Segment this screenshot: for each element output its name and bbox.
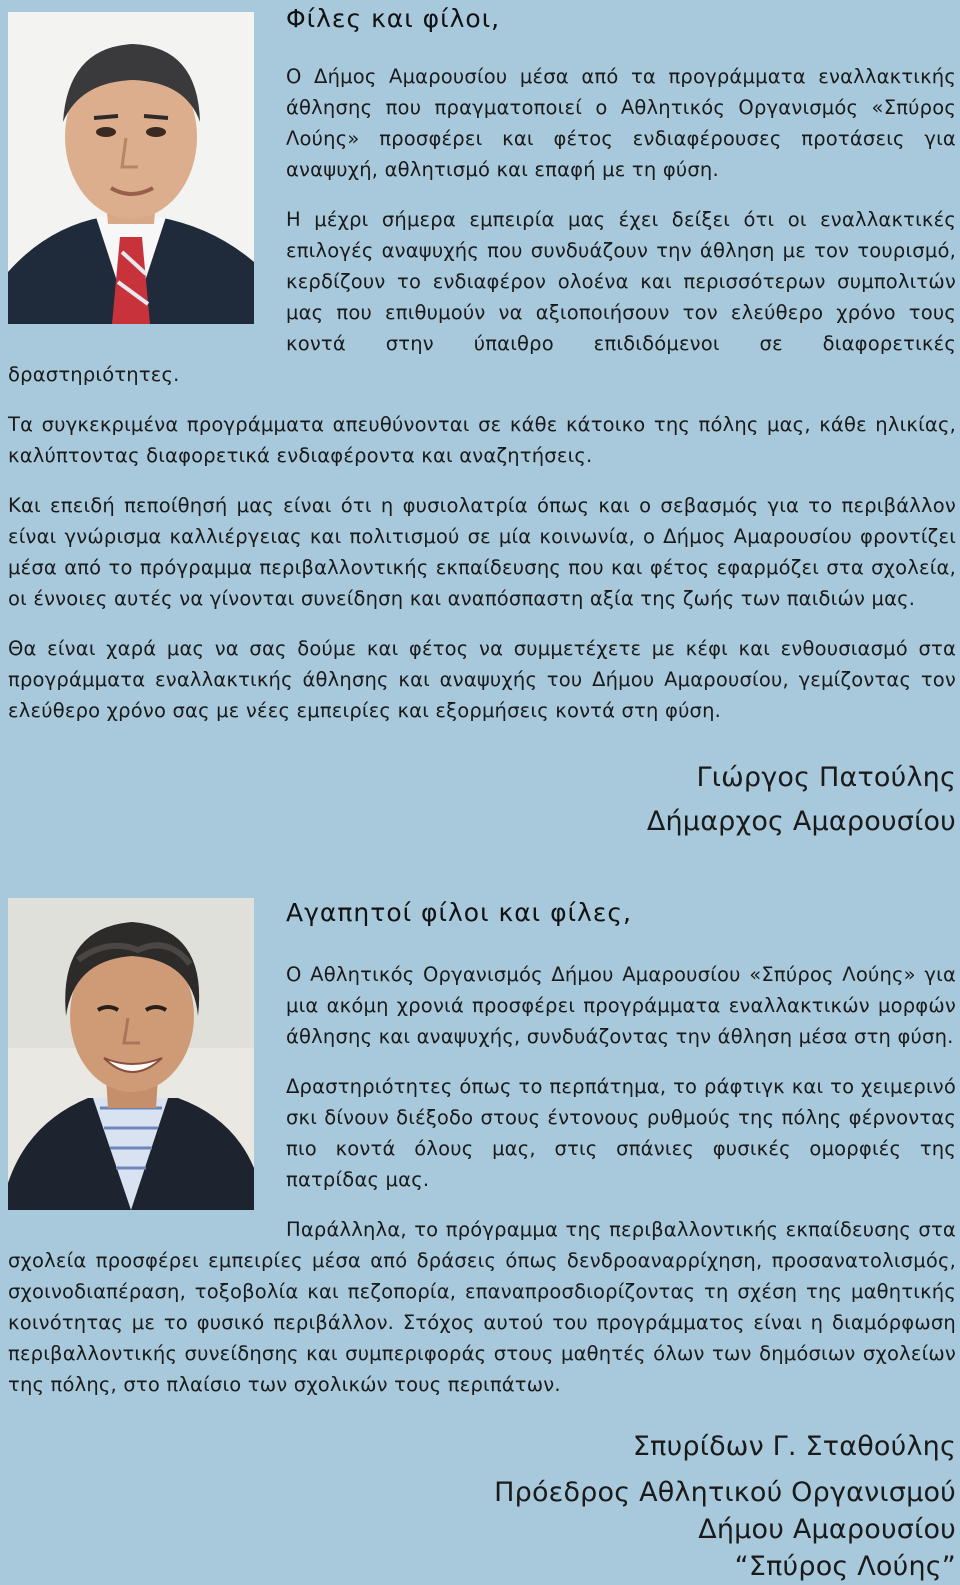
mayor-paragraph-5: Θα είναι χαρά μας να σας δούμε και φέτος να συμμετέχετε με κέφι και ενθουσιασμό στα προγράμματα εναλλακτικής άθλησης και αναψυχής του Δήμου Αμαρουσίου, γεμίζοντας τον ελεύθερο χρόνο σας με νέες εμπειρίες και εξορμήσεις κοντά στη φύση. (8, 637, 956, 722)
president-title-line-2: Δήμου Αμαρουσίου (698, 1514, 956, 1545)
president-paragraph-1: Ο Αθλητικός Οργανισμός Δήμου Αμαρουσίου «Σπύρος Λούης» για μια ακόμη χρονιά προσφέρει προγράμματα εναλλακτικών μορφών άθλησης και αναψυχής, συνδυάζοντας την άθληση μέσα στη φύση. (286, 963, 956, 1048)
president-portrait (8, 898, 254, 1210)
mayor-portrait-illustration (8, 12, 254, 324)
mayor-letter-greeting: Φίλες και φίλοι, (286, 4, 501, 33)
mayor-paragraph-2: Η μέχρι σήμερα εμπειρία μας έχει δείξει ότι οι εναλλακτικές επιλογές αναψυχής που συνδυάζουν την άθληση με τον τουρισμό, κερδίζουν το ενδιαφέρον ολοένα και περισσότερων συμπολιτών μας που επιθυμούν να αξιοποιήσουν τον ελεύθερο χρόνο τους κοντά στην ύπαιθρο επιδιδόμενοι σε διαφορετικές δραστηριότητες. (8, 208, 956, 386)
president-title-line-3: “Σπύρος Λούης” (734, 1551, 956, 1582)
president-letter-greeting: Αγαπητοί φίλοι και φίλες, (286, 898, 632, 927)
mayor-paragraph-1: Ο Δήμος Αμαρουσίου μέσα από τα προγράμματα εναλλακτικής άθλησης που πραγματοποιεί ο Αθλητικός Οργανισμός «Σπύρος Λούης» προσφέρει και φέτος ενδιαφέρουσες προτάσεις για αναψυχή, αθλητισμό και επαφή με τη φύση. (286, 65, 956, 181)
mayor-signature-name: Γιώργος Πατούλης (696, 762, 956, 793)
president-signature-name: Σπυρίδων Γ. Σταθούλης (632, 1431, 956, 1462)
mayor-signature-title: Δήμαρχος Αμαρουσίου (646, 806, 956, 837)
mayor-portrait (8, 12, 254, 324)
president-portrait-illustration (8, 898, 254, 1210)
president-letter (8, 898, 956, 1585)
mayor-letter (8, 0, 956, 844)
president-paragraph-2: Δραστηριότητες όπως το περπάτημα, το ράφτιγκ και το χειμερινό σκι δίνουν διέξοδο στους έντονους ρυθμούς της πόλης φέρνοντας πιο κοντά όλους μας, στις σπάνιες φυσικές ομορφιές της πατρίδας μας. (286, 1075, 956, 1191)
president-title-line-1: Πρόεδρος Αθλητικού Οργανισμού (494, 1477, 956, 1508)
president-signature (8, 1426, 956, 1585)
president-paragraph-3: Παράλληλα, το πρόγραμμα της περιβαλλοντικής εκπαίδευσης στα σχολεία προσφέρει εμπειρίες μέσα από δράσεις όπως δενδροαναρρίχηση, προσανατολισμός, σχοινοδιαπέραση, τοξοβολία και πεζοπορία, επαναπροσδιορίζοντας τη σχέση της μαθητικής κοινότητας με το φυσικό περιβάλλον. Στόχος αυτού του προγράμματος είναι η διαμόρφωση περιβαλλοντικής συνείδησης και συμπεριφοράς στους μαθητές όλων των δημόσιων σχολείων της πόλης, στο πλαίσιο των σχολικών τους περιπάτων. (8, 1218, 956, 1396)
mayor-paragraph-3: Τα συγκεκριμένα προγράμματα απευθύνονται σε κάθε κάτοικο της πόλης μας, κάθε ηλικίας, καλύπτοντας διαφορετικά ενδιαφέροντα και αναζητήσεις. (8, 413, 956, 467)
mayor-paragraph-4: Και επειδή πεποίθησή μας είναι ότι η φυσιολατρία όπως και ο σεβασμός για το περιβάλλον είναι γνώρισμα καλλιέργειας και πολιτισμού σε μία κοινωνία, ο Δήμος Αμαρουσίου φροντίζει μέσα από το πρόγραμμα περιβαλλοντικής εκπαίδευσης που και φέτος εφαρμόζει στα σχολεία, οι έννοιες αυτές να γίνονται συνείδηση και αναπόσπαστη αξία της ζωής των παιδιών μας. (8, 494, 956, 610)
mayor-signature (8, 756, 956, 844)
